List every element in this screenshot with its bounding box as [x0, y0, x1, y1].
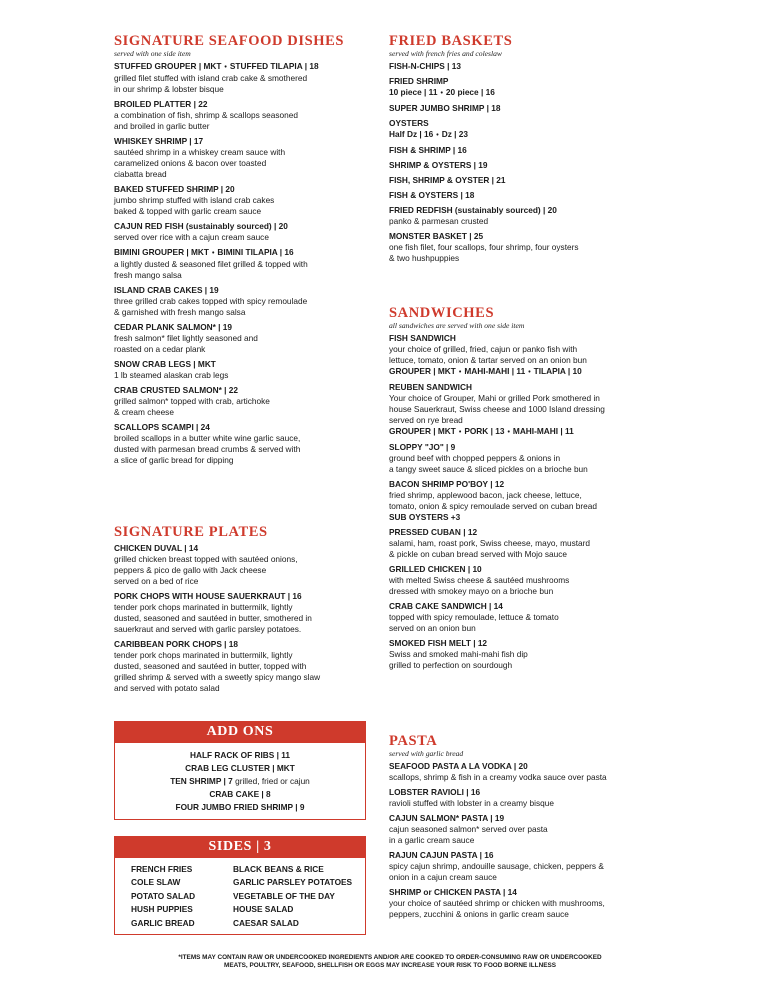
item-name-text: SLOPPY "JO" | 9 [389, 442, 456, 452]
item-name-text: CRAB CAKE SANDWICH | 14 [389, 601, 503, 611]
item-description: grilled chicken breast topped with sautéed onions, [114, 554, 298, 564]
add-on-item [119, 775, 361, 788]
item-description: house Sauerkraut, Swiss cheese and 1000 Island dressing [389, 404, 605, 414]
menu-item [114, 136, 372, 180]
item-name-text: RAJUN CAJUN PASTA | 16 [389, 850, 494, 860]
menu-item [389, 813, 647, 846]
item-name-text: SHRIMP & OYSTERS | 19 [389, 160, 488, 170]
item-description: jumbo shrimp stuffed with island crab cakes [114, 195, 275, 205]
item-name-alt: STUFFED TILAPIA | 18 [229, 61, 319, 71]
item-name [389, 527, 647, 538]
item-name-text: BROILED PLATTER | 22 [114, 99, 208, 109]
option-price: GROUPER | MKT [389, 426, 456, 436]
section-title: SIGNATURE PLATES [114, 524, 268, 540]
signature-seafood-section [114, 33, 372, 470]
sandwiches-section [389, 305, 647, 675]
menu-item [389, 190, 647, 201]
item-name-text: LOBSTER RAVIOLI | 16 [389, 787, 481, 797]
item-description: a slice of garlic bread for dipping [114, 455, 234, 465]
section-subtitle: all sandwiches are served with one side item [389, 321, 525, 330]
separator-dot: • [211, 250, 215, 257]
menu-item [114, 285, 372, 318]
menu-item-list [114, 61, 372, 466]
menu-item-list [389, 61, 647, 264]
item-description: a lightly dusted & seasoned filet grilled & topped with [114, 259, 308, 269]
item-description: your choice of sautéed shrimp or chicken with mushrooms, [389, 898, 605, 908]
side-item: HOUSE SALAD [233, 904, 294, 915]
item-name-text: FISH-N-CHIPS | 13 [389, 61, 461, 71]
item-description: ciabatta bread [114, 169, 167, 179]
item-description: scallops, shrimp & fish in a creamy vodka sauce over pasta [389, 772, 607, 782]
option-price: GROUPER | MKT [389, 366, 456, 376]
disclaimer-line: *ITEMS MAY CONTAIN RAW OR UNDERCOOKED INGREDIENTS AND/OR ARE COOKED TO ORDER-CONSUMING RAW OR UNDERCOOKED [178, 954, 602, 961]
item-description: & two hushpuppies [389, 253, 460, 263]
item-name-text: CHICKEN DUVAL | 14 [114, 543, 199, 553]
menu-item [114, 591, 372, 635]
menu-item [114, 359, 372, 381]
item-name-text: CAJUN SALMON* PASTA | 19 [389, 813, 505, 823]
item-description: sauerkraut and served with garlic parsley potatoes. [114, 624, 302, 634]
item-name-text: SCALLOPS SCAMPI | 24 [114, 422, 210, 432]
item-description: peppers & pico de gallo with Jack cheese [114, 565, 267, 575]
item-description: fried shrimp, applewood bacon, jack cheese, lettuce, [389, 490, 582, 500]
item-description: dressed with smokey mayo on a brioche bun [389, 586, 554, 596]
item-name [389, 761, 647, 772]
add-on-item [119, 801, 361, 814]
separator-dot: • [436, 132, 439, 139]
item-name-text: FISH & SHRIMP | 16 [389, 145, 467, 155]
menu-item [114, 422, 372, 466]
separator-dot: • [528, 369, 531, 376]
item-name [114, 322, 372, 333]
item-name-text: REUBEN SANDWICH [389, 382, 472, 392]
item-name-text: ISLAND CRAB CAKES | 19 [114, 285, 219, 295]
sides-box [114, 836, 366, 935]
menu-item [114, 184, 372, 217]
item-name-text: BAKED STUFFED SHRIMP | 20 [114, 184, 235, 194]
separator-dot: • [440, 90, 443, 97]
item-name [114, 385, 372, 396]
add-on-item [119, 762, 361, 775]
item-name [389, 160, 647, 171]
item-name [389, 118, 647, 129]
item-description: grilled to perfection on sourdough [389, 660, 513, 670]
item-name [114, 184, 372, 195]
item-name-text: CRAB CRUSTED SALMON* | 22 [114, 385, 239, 395]
item-name [389, 479, 647, 490]
item-description: tender pork chops marinated in buttermilk, lightly [114, 602, 293, 612]
menu-item [389, 61, 647, 72]
item-name-text: PORK CHOPS WITH HOUSE SAUERKRAUT | 16 [114, 591, 302, 601]
add-on-name: CRAB LEG CLUSTER | MKT [185, 763, 295, 773]
item-name [389, 850, 647, 861]
portion-option: 10 piece | 11 [389, 87, 438, 97]
item-description: sautéed shrimp in a whiskey cream sauce with [114, 147, 286, 157]
side-item: BLACK BEANS & RICE [233, 864, 324, 874]
item-name-text: SEAFOOD PASTA A LA VODKA | 20 [389, 761, 528, 771]
item-description: served over rice with a cajun cream sauce [114, 232, 269, 242]
section-title: FRIED BASKETS [389, 33, 513, 49]
item-name [389, 61, 647, 72]
item-name-text: SNOW CRAB LEGS | MKT [114, 359, 216, 369]
menu-item [389, 850, 647, 883]
item-name [389, 175, 647, 186]
item-description: cajun seasoned salmon* served over pasta [389, 824, 548, 834]
item-name-text: FRIED SHRIMP [389, 76, 449, 86]
item-portions [389, 87, 647, 99]
item-extra: SUB OYSTERS +3 [389, 512, 461, 522]
item-name-text: BIMINI GROUPER | MKT [114, 247, 209, 257]
menu-item [389, 527, 647, 560]
menu-item [389, 145, 647, 156]
item-name [114, 543, 372, 554]
item-description: grilled salmon* topped with crab, artichoke [114, 396, 270, 406]
item-description: baked & topped with garlic cream sauce [114, 206, 262, 216]
signature-plates-section [114, 524, 372, 698]
side-item: FRENCH FRIES [131, 864, 193, 874]
menu-item [389, 103, 647, 114]
item-description: roasted on a cedar plank [114, 344, 206, 354]
option-price: MAHI-MAHI | 11 [464, 366, 526, 376]
menu-item [389, 333, 647, 378]
menu-item [114, 385, 372, 418]
item-name-text: SUPER JUMBO SHRIMP | 18 [389, 103, 501, 113]
section-title: PASTA [389, 733, 438, 749]
menu-item [389, 175, 647, 186]
item-name-text: FISH SANDWICH [389, 333, 456, 343]
item-name-text: FISH & OYSTERS | 18 [389, 190, 475, 200]
item-name-text: SHRIMP or CHICKEN PASTA | 14 [389, 887, 517, 897]
item-description: served on a bed of rice [114, 576, 199, 586]
item-description: served on an onion bun [389, 623, 476, 633]
item-name-text: GRILLED CHICKEN | 10 [389, 564, 482, 574]
item-name-text: FRIED REDFISH (sustainably sourced) | 20 [389, 205, 557, 215]
item-name [389, 787, 647, 798]
sides-list [115, 858, 365, 934]
item-description: a tangy sweet sauce & sliced pickles on a brioche bun [389, 464, 588, 474]
menu-item [389, 382, 647, 438]
item-name [389, 813, 647, 824]
item-name [114, 591, 372, 602]
menu-item [389, 442, 647, 475]
separator-dot: • [507, 429, 510, 436]
menu-item [389, 564, 647, 597]
add-on-note: grilled, fried or cajun [232, 776, 310, 786]
item-name [389, 638, 647, 649]
disclaimer-line: MEATS, POULTRY, SEAFOOD, SHELLFISH OR EGGS MAY INCREASE YOUR RISK TO FOOD BORNE ILLNESS [224, 962, 556, 969]
add-on-name: CRAB CAKE | 8 [209, 789, 271, 799]
menu-item [389, 160, 647, 171]
item-description: and broiled in garlic butter [114, 121, 210, 131]
menu-item [389, 887, 647, 920]
add-ons-box [114, 721, 366, 820]
menu-item [389, 76, 647, 99]
side-item: POTATO SALAD [131, 890, 196, 901]
menu-item [114, 639, 372, 694]
menu-item-list [389, 333, 647, 671]
portion-option: Dz | 23 [441, 129, 469, 139]
item-name [389, 76, 647, 87]
item-portions [389, 129, 647, 141]
item-description: grilled shrimp & served with a sweetly spicy mango slaw [114, 672, 321, 682]
item-description: 1 lb steamed alaskan crab legs [114, 370, 229, 380]
side-item: HUSH PUPPIES [131, 904, 193, 915]
side-item: GARLIC BREAD [131, 917, 195, 928]
item-name [389, 564, 647, 575]
item-description: dusted, seasoned and sautéed in butter, topped with [114, 661, 307, 671]
side-item: GARLIC PARSLEY POTATOES [233, 877, 353, 888]
separator-dot: • [458, 429, 462, 436]
add-ons-list [115, 743, 365, 819]
add-on-item [119, 749, 361, 762]
item-description: tomato, onion & spicy remoulade served on cuban bread [389, 501, 598, 511]
item-name [114, 285, 372, 296]
item-name [114, 639, 372, 650]
separator-dot: • [458, 369, 462, 376]
item-description: broiled scallops in a butter white wine garlic sauce, [114, 433, 301, 443]
add-on-item [119, 788, 361, 801]
item-name [114, 359, 372, 370]
item-description: dusted with parmesan bread crumbs & served with [114, 444, 301, 454]
menu-item [389, 638, 647, 671]
side-item: COLE SLAW [131, 877, 181, 888]
item-description: served on rye bread [389, 415, 463, 425]
item-name [389, 887, 647, 898]
item-description: a combination of fish, shrimp & scallops seasoned [114, 110, 299, 120]
section-subtitle: served with garlic bread [389, 749, 464, 758]
item-description: three grilled crab cakes topped with spicy remoulade [114, 296, 308, 306]
menu-item-list [114, 543, 372, 694]
menu-item [389, 787, 647, 809]
menu-item [114, 61, 372, 95]
section-subtitle: served with one side item [114, 49, 191, 58]
item-name-text: FISH, SHRIMP & OYSTER | 21 [389, 175, 506, 185]
sides-column-1 [131, 863, 233, 930]
add-on-name: TEN SHRIMP | 7 [170, 776, 233, 786]
item-name-text: CARIBBEAN PORK CHOPS | 18 [114, 639, 239, 649]
item-name [114, 247, 372, 259]
menu-item [389, 479, 647, 523]
menu-item [114, 247, 372, 281]
item-description: fresh mango salsa [114, 270, 182, 280]
menu-item-list [389, 761, 647, 920]
item-name-text: PRESSED CUBAN | 12 [389, 527, 478, 537]
item-name-text: MONSTER BASKET | 25 [389, 231, 484, 241]
sides-title: SIDES | 3 [115, 837, 365, 858]
item-description: Your choice of Grouper, Mahi or grilled Pork smothered in [389, 393, 600, 403]
add-on-name: FOUR JUMBO FRIED SHRIMP | 9 [175, 802, 305, 812]
item-description: one fish filet, four scallops, four shrimp, four oysters [389, 242, 579, 252]
item-name-text: WHISKEY SHRIMP | 17 [114, 136, 204, 146]
separator-dot: • [224, 64, 227, 71]
fried-baskets-section [389, 33, 647, 268]
item-description: & garnished with fresh mango salsa [114, 307, 246, 317]
side-item: VEGETABLE OF THE DAY [233, 890, 335, 901]
menu-item [389, 231, 647, 264]
menu-item [389, 761, 647, 783]
item-description: caramelized onions & bacon over toasted [114, 158, 267, 168]
item-description: ravioli stuffed with lobster in a creamy bisque [389, 798, 554, 808]
item-description: Swiss and smoked mahi-mahi fish dip [389, 649, 528, 659]
allergy-disclaimer [140, 954, 640, 970]
item-description: in a garlic cream sauce [389, 835, 475, 845]
option-price: PORK | 13 [464, 426, 505, 436]
item-name-text: STUFFED GROUPER | MKT [114, 61, 222, 71]
item-name-text: SMOKED FISH MELT | 12 [389, 638, 488, 648]
item-name [389, 601, 647, 612]
option-price: MAHI-MAHI | 11 [512, 426, 574, 436]
item-description: dusted, seasoned and sautéed in butter, smothered in [114, 613, 312, 623]
add-ons-title: ADD ONS [115, 722, 365, 743]
item-name [114, 221, 372, 232]
item-name [114, 136, 372, 147]
item-name [389, 103, 647, 114]
item-name [114, 422, 372, 433]
item-name-alt: BIMINI TILAPIA | 16 [217, 247, 294, 257]
sides-column-2 [233, 863, 352, 930]
item-description: panko & parmesan crusted [389, 216, 489, 226]
option-price: TILAPIA | 10 [533, 366, 582, 376]
item-description: peppers, zucchini & onions in garlic cream sauce [389, 909, 569, 919]
menu-item [389, 205, 647, 227]
item-description: & pickle on cuban bread served with Mojo sauce [389, 549, 568, 559]
item-description: and served with potato salad [114, 683, 220, 693]
section-title: SANDWICHES [389, 305, 495, 321]
item-name [389, 333, 647, 344]
item-name-text: BACON SHRIMP PO'BOY | 12 [389, 479, 505, 489]
item-description: topped with spicy remoulade, lettuce & tomato [389, 612, 559, 622]
item-name-text: OYSTERS [389, 118, 429, 128]
menu-item [114, 543, 372, 587]
item-name [389, 190, 647, 201]
section-subtitle: served with french fries and coleslaw [389, 49, 502, 58]
item-description: spicy cajun shrimp, andouille sausage, chicken, peppers & [389, 861, 604, 871]
item-name [114, 61, 372, 73]
portion-option: 20 piece | 16 [445, 87, 495, 97]
pasta-section [389, 733, 647, 924]
item-name [389, 145, 647, 156]
item-description: fresh salmon* filet lightly seasoned and [114, 333, 258, 343]
menu-item [389, 118, 647, 141]
item-description: grilled filet stuffed with island crab cake & smothered [114, 73, 308, 83]
add-on-name: HALF RACK OF RIBS | 11 [189, 750, 291, 760]
item-name [389, 442, 647, 453]
item-name-text: CAJUN RED FISH (sustainably sourced) | 20 [114, 221, 288, 231]
menu-item [114, 221, 372, 243]
item-options [389, 366, 647, 378]
menu-item [389, 601, 647, 634]
side-item: CAESAR SALAD [233, 917, 299, 928]
item-description: lettuce, tomato, onion & tartar served on an onion bun [389, 355, 587, 365]
item-name [389, 231, 647, 242]
item-description: onion in a cajun cream sauce [389, 872, 497, 882]
menu-item [114, 322, 372, 355]
item-description: with melted Swiss cheese & sautéed mushrooms [389, 575, 570, 585]
item-description: in our shrimp & lobster bisque [114, 84, 224, 94]
item-name-text: CEDAR PLANK SALMON* | 19 [114, 322, 233, 332]
item-options [389, 426, 647, 438]
item-name [114, 99, 372, 110]
menu-item [114, 99, 372, 132]
item-name [389, 382, 647, 393]
item-description: salami, ham, roast pork, Swiss cheese, mayo, mustard [389, 538, 591, 548]
item-description: tender pork chops marinated in buttermilk, lightly [114, 650, 293, 660]
section-title: SIGNATURE SEAFOOD DISHES [114, 33, 345, 49]
item-description: & cream cheese [114, 407, 174, 417]
item-description: your choice of grilled, fried, cajun or panko fish with [389, 344, 578, 354]
item-name [389, 205, 647, 216]
item-description: ground beef with chopped peppers & onions in [389, 453, 561, 463]
portion-option: Half Dz | 16 [389, 129, 434, 139]
